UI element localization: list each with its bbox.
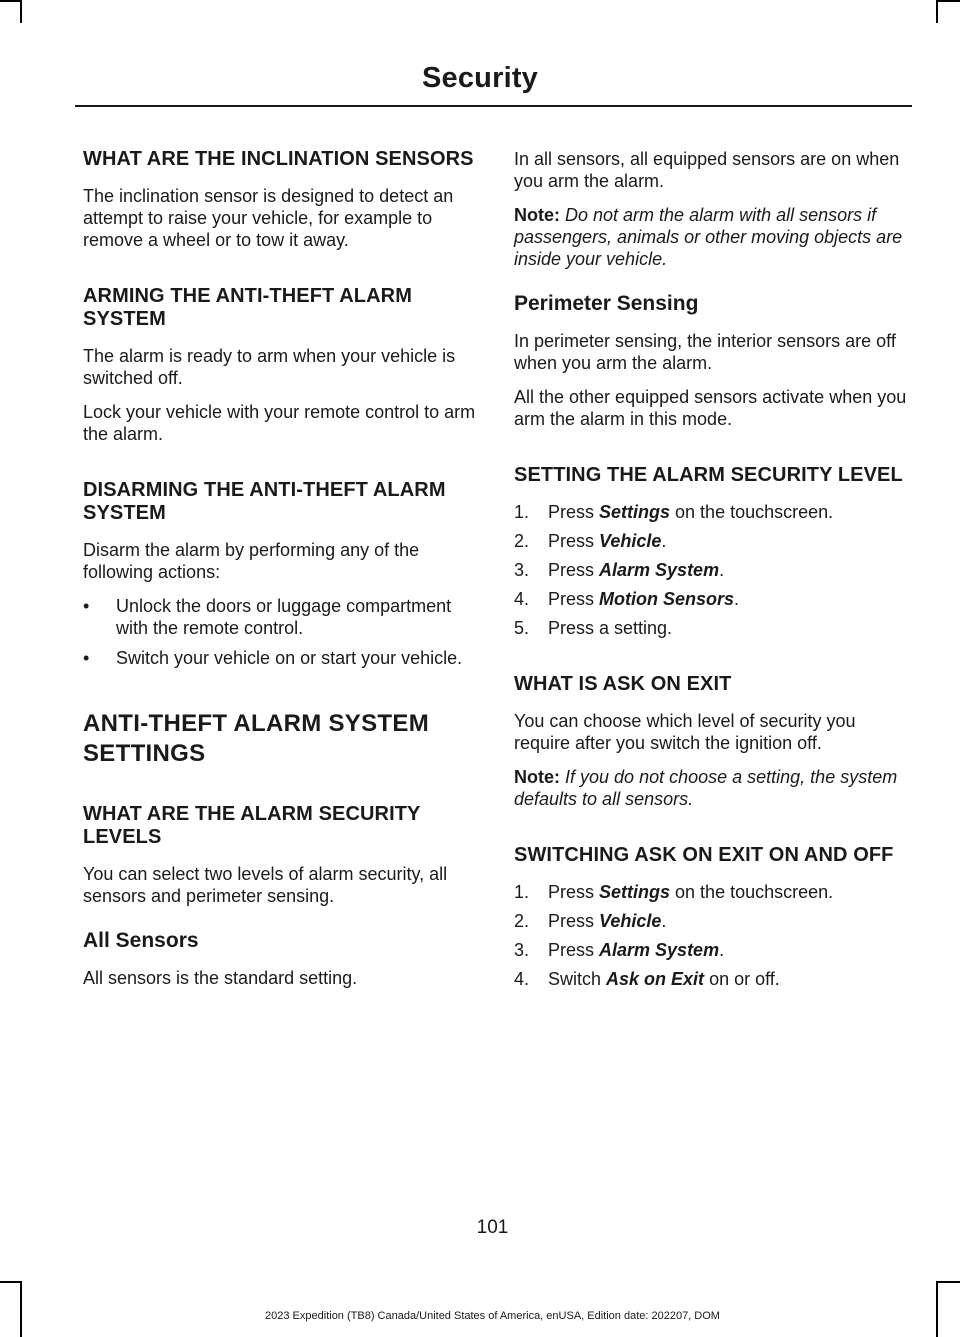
step-text: Press [548, 589, 600, 609]
crop-mark [0, 0, 21, 2]
step-text: . [661, 911, 667, 931]
step-item [514, 910, 908, 932]
step-text: Switch [548, 969, 607, 989]
list-item [83, 647, 477, 669]
crop-mark [20, 1281, 22, 1337]
page-title: Security [421, 62, 539, 94]
paragraph: Lock your vehicle with your remote control to arm the alarm. [83, 402, 476, 444]
step-text: . [719, 560, 725, 580]
note-text: Do not arm the alarm with all sensors if passengers, animals or other moving objects are inside your vehicle. [514, 205, 903, 269]
step-number: 2. [514, 531, 530, 551]
step-emphasis: Alarm System [599, 940, 720, 960]
step-number: 1. [514, 502, 530, 522]
paragraph: All sensors is the standard setting. [83, 968, 358, 988]
step-item [514, 617, 908, 639]
step-number: 4. [514, 969, 530, 989]
step-item [514, 588, 908, 610]
bullet-icon: • [83, 648, 90, 668]
paragraph: Disarm the alarm by performing any of the following actions: [83, 540, 420, 582]
crop-mark [936, 0, 960, 2]
step-text: on or off. [704, 969, 780, 989]
crop-mark [936, 0, 938, 23]
note-label: Note: [514, 205, 560, 225]
step-text: . [719, 940, 725, 960]
step-item [514, 939, 908, 961]
step-emphasis: Settings [599, 502, 671, 522]
chapter-heading: ANTI-THEFT ALARM SYSTEM [83, 710, 429, 737]
step-text: . [734, 589, 740, 609]
crop-mark [936, 1281, 960, 1283]
note [514, 204, 908, 270]
crop-mark [936, 1281, 938, 1337]
step-text: on the touchscreen. [670, 882, 834, 902]
step-number: 3. [514, 940, 530, 960]
step-text: Press [548, 531, 600, 551]
paragraph: You can select two levels of alarm security, all sensors and perimeter sensing. [83, 864, 448, 906]
paragraph: The inclination sensor is designed to detect an attempt to raise your vehicle, for example to remove a wheel or to tow it away. [83, 186, 454, 250]
list-item [83, 595, 477, 639]
crop-mark [20, 0, 22, 23]
crop-mark [0, 1281, 21, 1283]
list-item-text: Switch your vehicle on or start your vehicle. [116, 648, 463, 668]
paragraph: In all sensors, all equipped sensors are on when you arm the alarm. [514, 149, 900, 191]
step-text: Press a setting. [548, 618, 673, 638]
step-item [514, 968, 908, 990]
step-item [514, 501, 908, 523]
paragraph: You can choose which level of security you require after you switch the ignition off. [514, 711, 856, 753]
step-number: 2. [514, 911, 530, 931]
step-emphasis: Settings [599, 882, 671, 902]
paragraph: All the other equipped sensors activate when you arm the alarm in this mode. [514, 387, 907, 429]
step-number: 1. [514, 882, 530, 902]
step-item [514, 881, 908, 903]
step-number: 3. [514, 560, 530, 580]
step-text: Press [548, 502, 600, 522]
step-item [514, 559, 908, 581]
section-heading-security-levels: WHAT ARE THE ALARM SECURITY LEVELS [83, 803, 421, 848]
section-heading-arming: ARMING THE ANTI-THEFT ALARM SYSTEM [83, 285, 412, 330]
chapter-heading: SETTINGS [83, 740, 206, 767]
step-text: Press [548, 560, 600, 580]
step-emphasis: Vehicle [599, 531, 662, 551]
section-heading-switching-ask-on-exit: SWITCHING ASK ON EXIT ON AND OFF [514, 844, 894, 866]
note [514, 766, 908, 810]
right-column [514, 148, 908, 997]
section-heading-setting-level: SETTING THE ALARM SECURITY LEVEL [514, 464, 903, 486]
paragraph: In perimeter sensing, the interior sensors are off when you arm the alarm. [514, 331, 896, 373]
step-text: Press [548, 882, 600, 902]
steps-list [514, 501, 908, 639]
section-heading-inclination-sensors: WHAT ARE THE INCLINATION SENSORS [83, 148, 474, 170]
step-text: Press [548, 940, 600, 960]
paragraph: The alarm is ready to arm when your vehicle is switched off. [83, 346, 456, 388]
section-heading-ask-on-exit: WHAT IS ASK ON EXIT [514, 673, 732, 695]
step-emphasis: Motion Sensors [599, 589, 735, 609]
bullet-list [83, 595, 477, 669]
step-text: Press [548, 911, 600, 931]
section-heading-disarming: DISARMING THE ANTI-THEFT ALARM SYSTEM [83, 479, 446, 524]
footer-edition-info: 2023 Expedition (TB8) Canada/United States of America, enUSA, Edition date: 202207, DOM [265, 1310, 720, 1322]
step-emphasis: Ask on Exit [606, 969, 705, 989]
step-number: 5. [514, 618, 530, 638]
subheading-all-sensors: All Sensors [83, 929, 199, 952]
step-emphasis: Alarm System [599, 560, 720, 580]
header-divider [75, 105, 912, 107]
step-item [514, 530, 908, 552]
page-number: 101 [476, 1217, 509, 1238]
subheading-perimeter-sensing: Perimeter Sensing [514, 292, 699, 315]
bullet-icon: • [83, 596, 90, 616]
step-number: 4. [514, 589, 530, 609]
step-text: on the touchscreen. [670, 502, 834, 522]
list-item-text: Unlock the doors or luggage compartment with the remote control. [116, 596, 452, 638]
note-label: Note: [514, 767, 560, 787]
step-text: . [661, 531, 667, 551]
steps-list [514, 881, 908, 990]
left-column [83, 148, 477, 1001]
step-emphasis: Vehicle [599, 911, 662, 931]
note-text: If you do not choose a setting, the system defaults to all sensors. [514, 767, 898, 809]
